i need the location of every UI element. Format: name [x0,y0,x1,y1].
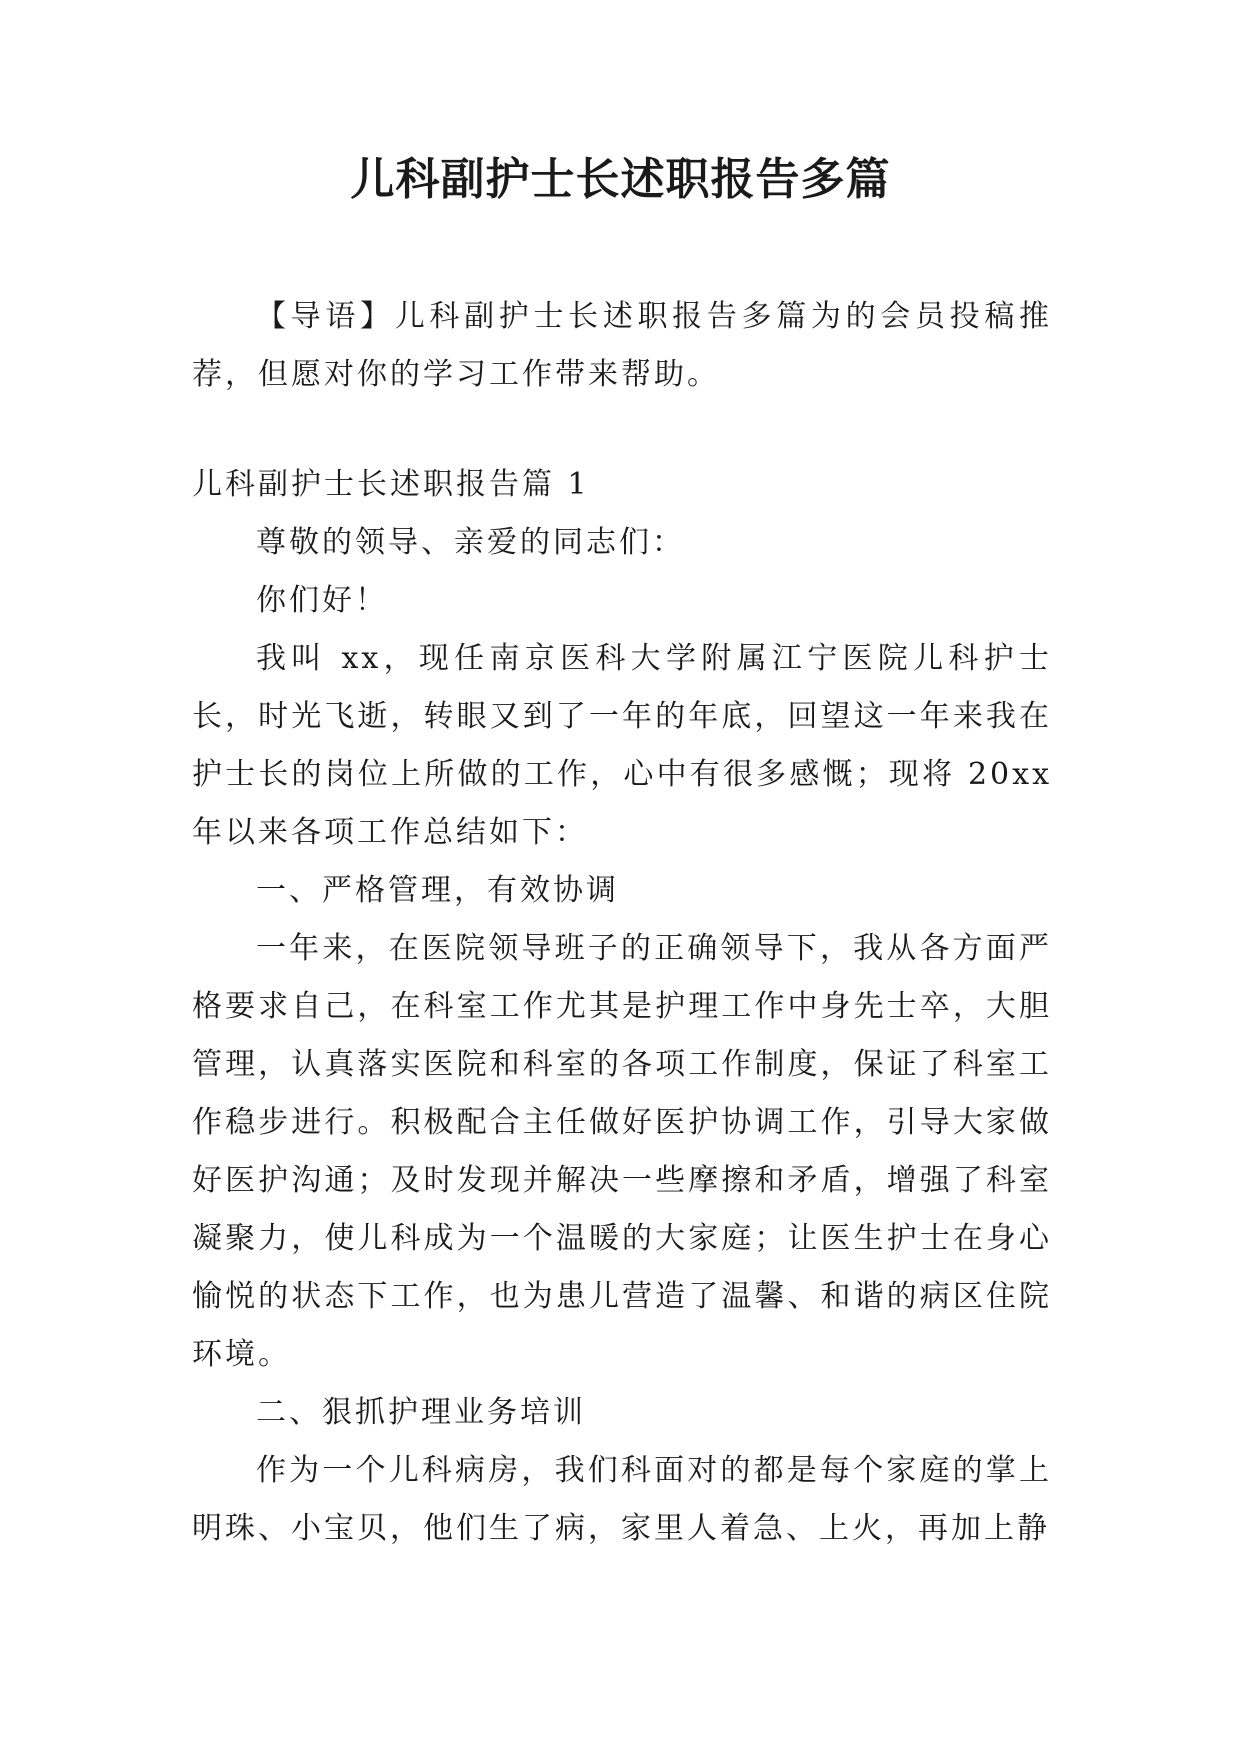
document-title: 儿科副护士长述职报告多篇 [350,154,891,205]
subheading-1: 一、严格管理，有效协调 [256,873,619,908]
body-paragraph-3: 作为一个儿科病房，我们科面对的都是每个家庭的掌上明珠、小宝贝，他们生了病，家里人着急、上火，再加上静 [192,1453,1052,1546]
greeting: 你们好！ [256,583,388,618]
section-heading: 儿科副护士长述职报告篇 1 [192,467,590,502]
document-body [192,288,1052,1558]
salutation: 尊敬的领导、亲爱的同志们： [256,525,685,560]
body-paragraph-1: 我叫 xx，现任南京医科大学附属江宁医院儿科护士长，时光飞逝，转眼又到了一年的年底，回望这一年来我在护士长的岗位上所做的工作，心中有很多感慨；现将 20xx 年以来各项工作总结如下： [192,641,1052,850]
intro-paragraph: 【导语】儿科副护士长述职报告多篇为的会员投稿推荐，但愿对你的学习工作带来帮助。 [192,299,1052,392]
body-paragraph-2: 一年来，在医院领导班子的正确领导下，我从各方面严格要求自己，在科室工作尤其是护理工作中身先士卒，大胆管理，认真落实医院和科室的各项工作制度，保证了科室工作稳步进行。积极配合主任做好医护协调工作，引导大家做好医护沟通；及时发现并解决一些摩擦和矛盾，增强了科室凝聚力，使儿科成为一个温暖的大家庭；让医生护士在身心愉悦的状态下工作，也为患儿营造了温馨、和谐的病区住院环境。 [192,931,1052,1372]
spacer [192,404,1052,456]
subheading-2: 二、狠抓护理业务培训 [256,1395,586,1430]
